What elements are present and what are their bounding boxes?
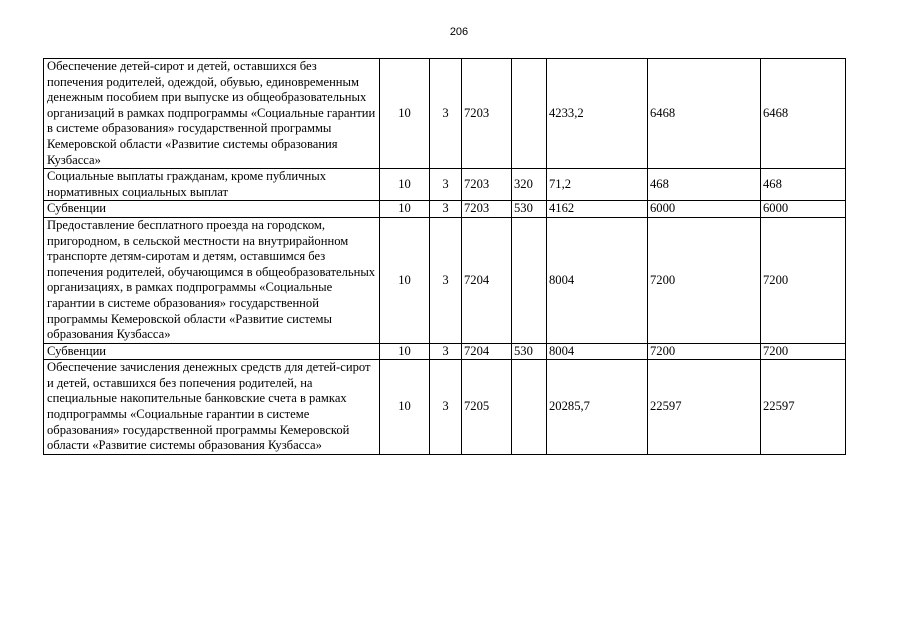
year2-cell: 7200 bbox=[648, 343, 761, 360]
csr-cell: 7203 bbox=[462, 59, 512, 169]
page-number: 206 bbox=[449, 26, 469, 38]
row-description: Обеспечение детей-сирот и детей, оставшихся без попечения родителей, одеждой, обувью, единовременным денежным пособием при выпуске из общеобразовательных организаций в рамках подпрограммы «Социальные гарантии в системе образования» государственной программы Кемеровской области «Развитие системы образования Кузбасса» bbox=[44, 59, 380, 169]
year1-cell: 71,2 bbox=[547, 169, 648, 201]
year2-cell: 22597 bbox=[648, 360, 761, 455]
year3-cell: 7200 bbox=[761, 343, 846, 360]
year3-cell: 7200 bbox=[761, 217, 846, 343]
year3-cell: 6468 bbox=[761, 59, 846, 169]
podrazdel-cell: 3 bbox=[430, 59, 462, 169]
vr-cell: 320 bbox=[512, 169, 547, 201]
razdel-cell: 10 bbox=[380, 169, 430, 201]
year2-cell: 6468 bbox=[648, 59, 761, 169]
razdel-cell: 10 bbox=[380, 217, 430, 343]
razdel-cell: 10 bbox=[380, 59, 430, 169]
year3-cell: 6000 bbox=[761, 201, 846, 218]
year3-cell: 22597 bbox=[761, 360, 846, 455]
razdel-cell: 10 bbox=[380, 360, 430, 455]
podrazdel-cell: 3 bbox=[430, 343, 462, 360]
year1-cell: 4233,2 bbox=[547, 59, 648, 169]
razdel-cell: 10 bbox=[380, 201, 430, 218]
razdel-cell: 10 bbox=[380, 343, 430, 360]
csr-cell: 7204 bbox=[462, 217, 512, 343]
year2-cell: 7200 bbox=[648, 217, 761, 343]
table-row bbox=[44, 201, 846, 218]
table-row bbox=[44, 217, 846, 343]
csr-cell: 7204 bbox=[462, 343, 512, 360]
vr-cell: 530 bbox=[512, 201, 547, 218]
podrazdel-cell: 3 bbox=[430, 169, 462, 201]
vr-cell bbox=[512, 59, 547, 169]
year1-cell: 8004 bbox=[547, 217, 648, 343]
vr-cell bbox=[512, 360, 547, 455]
row-description: Обеспечение зачисления денежных средств для детей-сирот и детей, оставшихся без попечения родителей, на специальные накопительные банковские счета в рамках подпрограммы «Социальные гарантии в системе образования» государственной программы Кемеровской области «Развитие системы образования Кузбасса» bbox=[44, 360, 380, 455]
csr-cell: 7203 bbox=[462, 201, 512, 218]
budget-table bbox=[43, 58, 846, 455]
year2-cell: 6000 bbox=[648, 201, 761, 218]
table-row bbox=[44, 169, 846, 201]
vr-cell: 530 bbox=[512, 343, 547, 360]
row-description: Субвенции bbox=[44, 343, 380, 360]
year1-cell: 8004 bbox=[547, 343, 648, 360]
year1-cell: 4162 bbox=[547, 201, 648, 218]
row-description: Субвенции bbox=[44, 201, 380, 218]
csr-cell: 7205 bbox=[462, 360, 512, 455]
year2-cell: 468 bbox=[648, 169, 761, 201]
podrazdel-cell: 3 bbox=[430, 360, 462, 455]
csr-cell: 7203 bbox=[462, 169, 512, 201]
table-row bbox=[44, 360, 846, 455]
year3-cell: 468 bbox=[761, 169, 846, 201]
table-row bbox=[44, 343, 846, 360]
vr-cell bbox=[512, 217, 547, 343]
podrazdel-cell: 3 bbox=[430, 201, 462, 218]
podrazdel-cell: 3 bbox=[430, 217, 462, 343]
row-description: Социальные выплаты гражданам, кроме публичных нормативных социальных выплат bbox=[44, 169, 380, 201]
table-row bbox=[44, 59, 846, 169]
year1-cell: 20285,7 bbox=[547, 360, 648, 455]
row-description: Предоставление бесплатного проезда на городском, пригородном, в сельской местности на внутрирайонном транспорте детям-сиротам и детям, оставшимся без попечения родителей, обучающимся в общеобразовательных организациях, в рамках подпрограммы «Социальные гарантии в системе образования» государственной программы Кемеровской области «Развитие системы образования Кузбасса» bbox=[44, 217, 380, 343]
